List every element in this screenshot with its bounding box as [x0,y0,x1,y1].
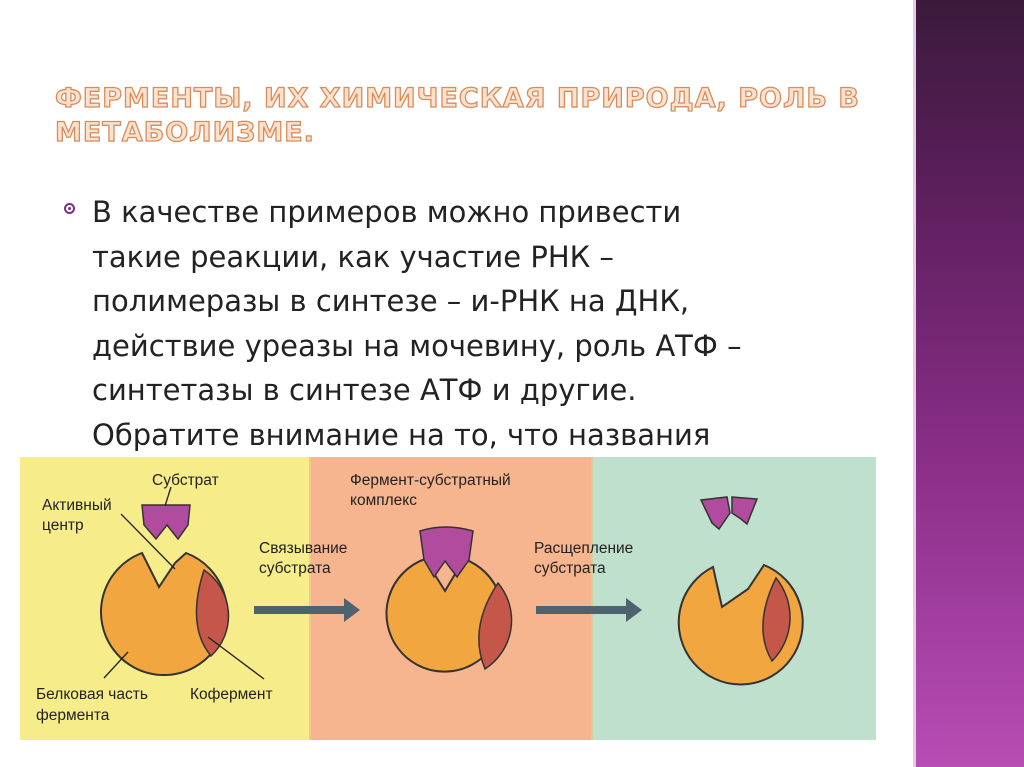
body-line: такие реакции, как участие РНК – [92,239,614,274]
side-bar-edge [913,0,916,767]
decorative-side-bar [913,0,1024,767]
ring-bullet-icon [64,203,75,214]
body-line: синтетазы в синтезе АТФ и другие. [92,373,637,407]
slide-title: ФЕРМЕНТЫ, ИХ ХИМИЧЕСКАЯ ПРИРОДА, РОЛЬ В МЕТАБОЛИЗМЕ. [55,83,860,148]
body-line: Обратите внимание на то, что названия [92,417,711,452]
label-substrate: Субстрат [152,472,219,489]
label-active-center-2: центр [42,517,84,534]
body-line: действие уреазы на мочевину, роль АТФ – [92,328,742,363]
label-complex-2: комплекс [350,492,417,509]
label-complex-1: Фермент-субстратный [350,472,511,489]
body-line: полимеразы в синтезе – и-РНК на ДНК, [92,284,690,318]
label-binding-1: Связывание [259,540,348,557]
label-protein-part-1: Белковая часть [36,686,148,703]
label-protein-part-2: фермента [36,707,110,724]
label-cleavage-2: субстрата [534,560,606,577]
label-cleavage-1: Расщепление [534,540,634,557]
label-binding-2: субстрата [259,560,331,577]
body-paragraph [92,190,852,457]
enzyme-substrate-diagram [20,457,876,740]
label-active-center-1: Активный [42,497,112,514]
label-coenzyme: Кофермент [190,686,273,703]
body-line: В качестве примеров можно привести [92,195,682,229]
